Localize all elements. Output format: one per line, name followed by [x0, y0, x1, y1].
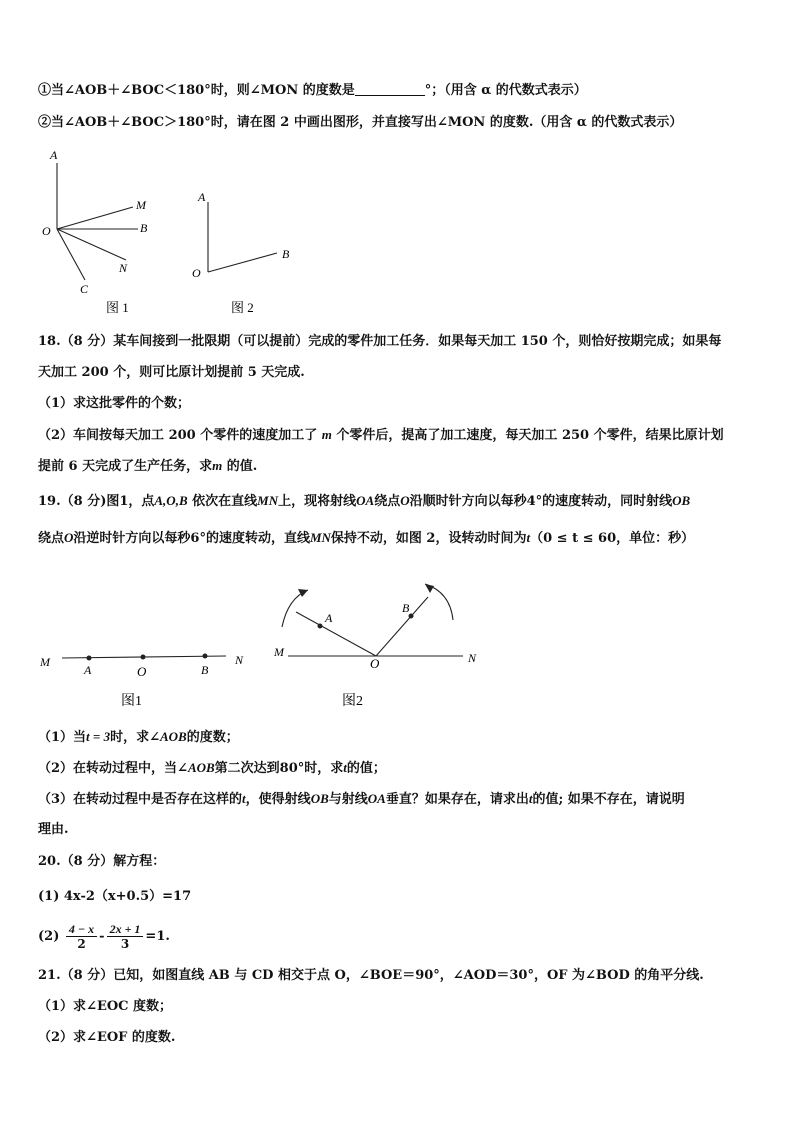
- fig2-ray-ob: [208, 253, 277, 272]
- fig2-arrowhead-left: [298, 589, 308, 597]
- label-b: B: [140, 221, 148, 235]
- svg-text:M: M: [40, 655, 50, 669]
- label-m: M: [136, 198, 146, 212]
- svg-text:图1: 图1: [121, 694, 142, 709]
- fig1-caption: 图 1: [106, 300, 129, 315]
- svg-text:A: A: [84, 663, 92, 677]
- q21-line1: 21.（8 分）已知，如图直线 AB 与 CD 相交于点 O，∠BOE＝90°，∠AOD＝30°，OF 为∠BOD 的角平分线.: [38, 968, 704, 983]
- svg-text:A: A: [325, 611, 333, 625]
- fraction-2: $\frac{2x + 1}{3}$: [107, 922, 144, 951]
- q20-eq1: (1) 4x-2（x+0.5）=17: [38, 889, 192, 904]
- svg-text:O: O: [370, 656, 380, 671]
- q20-eq2: (2) $\frac{4 - x}{2}$ - $\frac{2x + 1}{3}$ =1.: [38, 922, 170, 951]
- q17-figures: [30, 145, 290, 320]
- q21-part2: （2）求∠EOF 的度数.: [38, 1030, 176, 1045]
- q19-line1: 19.（8 分)图1，点A,O,B 依次在直线MN上，现将射线OA绕点O沿顺时针方向以每秒4°的速度转动，同时射线OB: [38, 493, 691, 509]
- svg-text:图2: 图2: [342, 694, 363, 709]
- q18-line1: 18.（8 分）某车间接到一批限期（可以提前）完成的零件加工任务．如果每天加工 150 个，则恰好按期完成；如果每: [38, 334, 722, 349]
- q18-part2-line2: 提前 6 天完成了生产任务，求m 的值.: [38, 458, 258, 474]
- fig1-point-a: [87, 656, 92, 661]
- fig1-point-o: [141, 655, 146, 660]
- answer-blank[interactable]: [355, 83, 425, 96]
- q19-line2: 绕点O沿逆时针方向以每秒6°的速度转动，直线MN保持不动，如图 2，设转动时间为t（0 ≤ t ≤ 60，单位：秒）: [38, 530, 695, 546]
- q19-part2: （2）在转动过程中，当∠AOB第二次达到80°时，求t的值；: [38, 760, 386, 776]
- label-o: O: [42, 224, 51, 238]
- ray-oc: [57, 229, 85, 280]
- fraction-1: $\frac{4 - x}{2}$: [66, 922, 97, 951]
- ray-om: [57, 207, 133, 229]
- fig2-label-o: O: [192, 266, 201, 280]
- svg-text:B: B: [201, 663, 209, 677]
- q20-title: 20.（8 分）解方程：: [38, 854, 166, 869]
- q19-part1: （1）当t = 3时，求∠AOB的度数；: [38, 729, 239, 745]
- q19-part3-line2: 理由.: [38, 822, 69, 837]
- fig2-label-b: B: [282, 247, 290, 261]
- q18-part1: （1）求这批零件的个数；: [38, 396, 191, 411]
- q18-part2: （2）车间按每天加工 200 个零件的速度加工了 m 个零件后，提高了加工速度，每天加工 250 个零件，结果比原计划: [38, 427, 724, 443]
- fig2-label-a: A: [198, 190, 206, 204]
- q17-part1: ①当∠AOB＋∠BOC＜180°时，则∠MON 的度数是 °；（用含 α 的代数式表示）: [38, 83, 587, 98]
- svg-text:N: N: [468, 651, 477, 665]
- q19-figures: [30, 570, 500, 715]
- label-c: C: [80, 282, 89, 296]
- label-n: N: [119, 261, 128, 275]
- ray-on: [57, 229, 126, 260]
- q21-part1: （1）求∠EOC 度数；: [38, 999, 173, 1014]
- fig2-point-a: [318, 624, 323, 629]
- fig2-caption: 图 2: [231, 300, 254, 315]
- svg-text:N: N: [235, 653, 244, 667]
- fig2-ray-oa: [296, 612, 376, 656]
- q18-line2: 天加工 200 个，则可比原计划提前 5 天完成.: [38, 365, 305, 380]
- svg-text:B: B: [402, 601, 410, 615]
- fig2-arrow-left: [282, 590, 308, 627]
- fig2-arrowhead-right: [425, 584, 434, 593]
- q17-part2: ②当∠AOB＋∠BOC＞180°时，请在图 2 中画出图形，并直接写出∠MON 的度数.（用含 α 的代数式表示）: [38, 115, 683, 130]
- svg-text:M: M: [274, 645, 284, 659]
- svg-text:O: O: [137, 664, 147, 679]
- fig1-point-b: [203, 654, 208, 659]
- label-a: A: [50, 148, 58, 162]
- q19-part3: （3）在转动过程中是否存在这样的t，使得射线OB与射线OA垂直？如果存在，请求出t的值; 如果不存在，请说明: [38, 791, 685, 807]
